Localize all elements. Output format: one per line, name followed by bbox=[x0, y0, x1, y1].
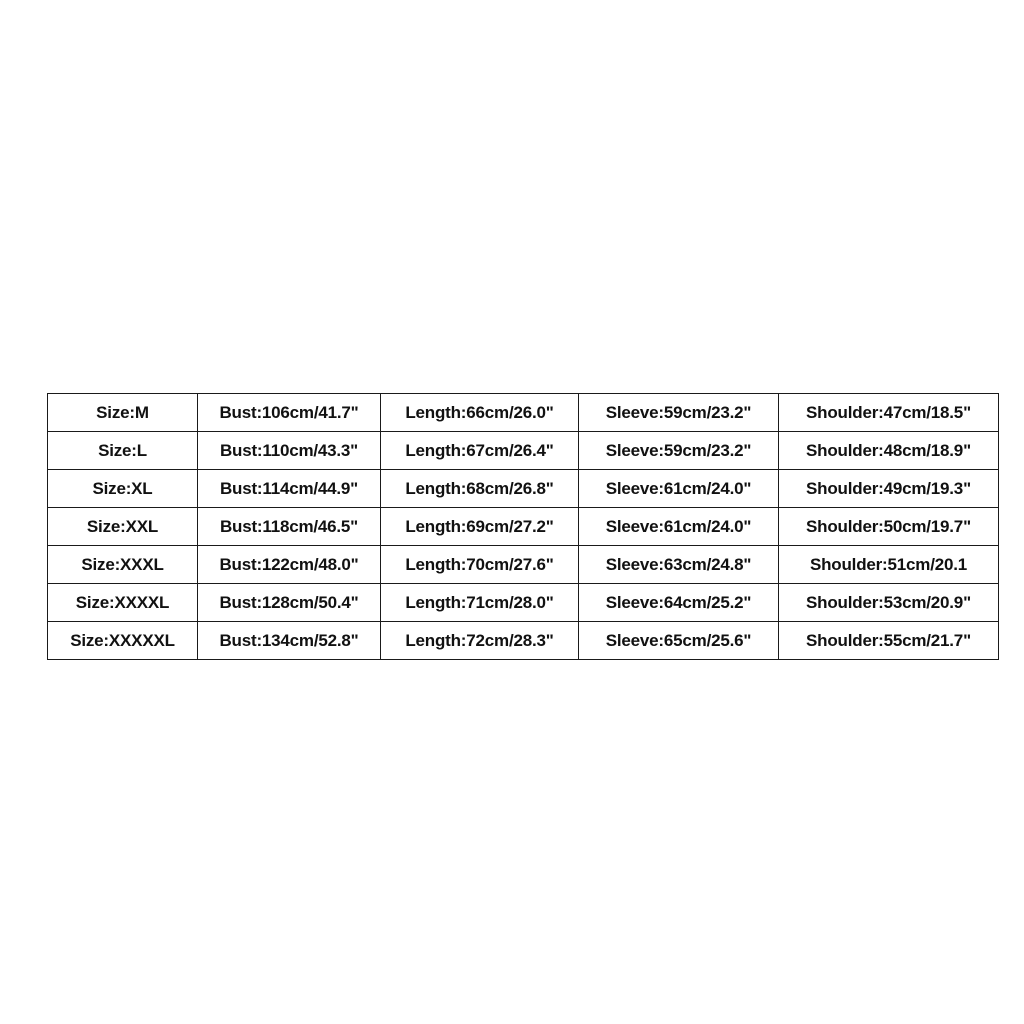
length-cell: Length:71cm/28.0" bbox=[381, 584, 579, 622]
bust-cell: Bust:122cm/48.0" bbox=[198, 546, 381, 584]
shoulder-cell: Shoulder:50cm/19.7" bbox=[779, 508, 999, 546]
table-row bbox=[48, 584, 999, 622]
size-cell: Size:XL bbox=[48, 470, 198, 508]
bust-cell: Bust:118cm/46.5" bbox=[198, 508, 381, 546]
table-row bbox=[48, 470, 999, 508]
shoulder-cell: Shoulder:49cm/19.3" bbox=[779, 470, 999, 508]
sleeve-cell: Sleeve:64cm/25.2" bbox=[579, 584, 779, 622]
shoulder-cell: Shoulder:51cm/20.1 bbox=[779, 546, 999, 584]
length-cell: Length:69cm/27.2" bbox=[381, 508, 579, 546]
sleeve-cell: Sleeve:65cm/25.6" bbox=[579, 622, 779, 660]
shoulder-cell: Shoulder:48cm/18.9" bbox=[779, 432, 999, 470]
size-cell: Size:M bbox=[48, 394, 198, 432]
table-row bbox=[48, 432, 999, 470]
bust-cell: Bust:134cm/52.8" bbox=[198, 622, 381, 660]
bust-cell: Bust:110cm/43.3" bbox=[198, 432, 381, 470]
sleeve-cell: Sleeve:63cm/24.8" bbox=[579, 546, 779, 584]
table-row bbox=[48, 394, 999, 432]
table-row bbox=[48, 622, 999, 660]
sleeve-cell: Sleeve:59cm/23.2" bbox=[579, 394, 779, 432]
table-row bbox=[48, 508, 999, 546]
sleeve-cell: Sleeve:61cm/24.0" bbox=[579, 508, 779, 546]
size-cell: Size:XXXL bbox=[48, 546, 198, 584]
shoulder-cell: Shoulder:55cm/21.7" bbox=[779, 622, 999, 660]
bust-cell: Bust:114cm/44.9" bbox=[198, 470, 381, 508]
sleeve-cell: Sleeve:59cm/23.2" bbox=[579, 432, 779, 470]
size-chart-table bbox=[47, 393, 999, 660]
size-cell: Size:L bbox=[48, 432, 198, 470]
length-cell: Length:67cm/26.4" bbox=[381, 432, 579, 470]
sleeve-cell: Sleeve:61cm/24.0" bbox=[579, 470, 779, 508]
length-cell: Length:66cm/26.0" bbox=[381, 394, 579, 432]
size-cell: Size:XXXXL bbox=[48, 584, 198, 622]
length-cell: Length:72cm/28.3" bbox=[381, 622, 579, 660]
shoulder-cell: Shoulder:47cm/18.5" bbox=[779, 394, 999, 432]
length-cell: Length:70cm/27.6" bbox=[381, 546, 579, 584]
size-cell: Size:XXXXXL bbox=[48, 622, 198, 660]
shoulder-cell: Shoulder:53cm/20.9" bbox=[779, 584, 999, 622]
length-cell: Length:68cm/26.8" bbox=[381, 470, 579, 508]
table-row bbox=[48, 546, 999, 584]
bust-cell: Bust:128cm/50.4" bbox=[198, 584, 381, 622]
bust-cell: Bust:106cm/41.7" bbox=[198, 394, 381, 432]
size-cell: Size:XXL bbox=[48, 508, 198, 546]
